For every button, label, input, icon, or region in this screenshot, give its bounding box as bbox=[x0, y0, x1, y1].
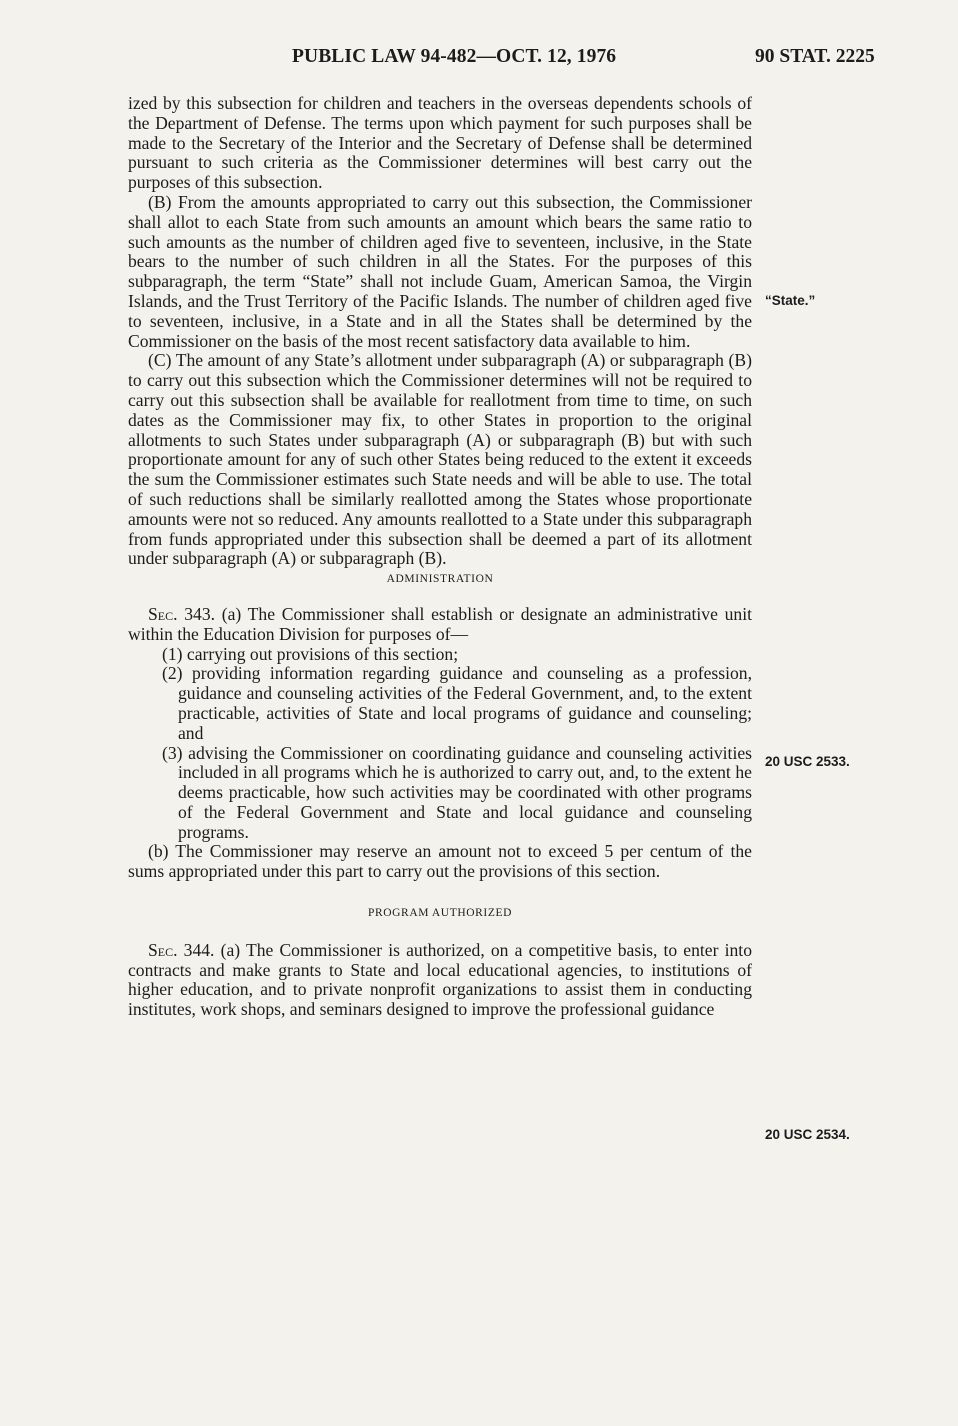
section-344-text: (a) The Commissioner is authorized, on a competitive basis, to enter into contracts and make grants to State and local educational agencies, to institutions of higher education, and to private nonprofit organizations to assist them in conducting institutes, work shops, and seminars designed to improve the professional guidance bbox=[128, 939, 752, 1020]
paragraph-continuation: ized by this subsection for children and teachers in the overseas dependents schools of the Department of Defense. The terms upon which payment for such purposes shall be made to the Secretary of the Interior and the Secretary of Defense shall be determined pursuant to such criteria as the Commissioner determines will best carry out the purposes of this subsection. bbox=[128, 93, 752, 193]
list-item: (3) advising the Commissioner on coordinating guidance and counseling activities included in all programs which he is authorized to carry out, and, to the extent he deems practicable, how such activities may be coordinated with other programs of the Federal Government and State and local guidance and counseling programs. bbox=[162, 742, 752, 842]
statute-page-number: 90 STAT. 2225 bbox=[755, 46, 875, 67]
margin-note-usc-2533: 20 USC 2533. bbox=[765, 754, 850, 769]
section-heading-administration: ADMINISTRATION bbox=[386, 573, 494, 586]
list-item: (2) providing information regarding guidance and counseling as a profession, guidance and counseling activities of the Federal Government, and, to the extent practicable, activities of State and local programs of guidance and counseling; and bbox=[162, 663, 752, 743]
section-343-label: Sec. 343. bbox=[148, 603, 216, 624]
margin-note-usc-2534: 20 USC 2534. bbox=[765, 1127, 850, 1142]
section-344-paragraph bbox=[128, 941, 752, 1020]
section-343-text: (a) The Commissioner shall establish or designate an administrative unit within the Education Division for purposes of— bbox=[128, 603, 752, 644]
section-343-paragraph bbox=[128, 605, 752, 645]
section-heading-program-authorized: PROGRAM AUTHORIZED bbox=[367, 907, 513, 920]
section-343-subsection-b: (b) The Commissioner may reserve an amount not to exceed 5 per centum of the sums appropriated under this part to carry out the provisions of this section. bbox=[128, 841, 752, 882]
running-header: PUBLIC LAW 94-482—OCT. 12, 1976 bbox=[292, 46, 617, 67]
list-item: (1) carrying out provisions of this section; bbox=[162, 643, 459, 664]
body-text bbox=[128, 94, 752, 1020]
paragraph-subparagraph-b: (B) From the amounts appropriated to carry out this subsection, the Commissioner shall allot to each State from such amounts an amount which bears the same ratio to such amounts as the number of children aged five to seventeen, inclusive, in the State bears to the number of such children in all the States. For the purposes of this subparagraph, the term “State” shall not include Guam, American Samoa, the Virgin Islands, and the Trust Territory of the Pacific Islands. The number of children aged five to seventeen, inclusive, in a State and in all the States shall be determined by the Commissioner on the basis of the most recent satisfactory data available to him. bbox=[128, 191, 752, 351]
paragraph-subparagraph-c: (C) The amount of any State’s allotment under subparagraph (A) or subparagraph (B) to carry out this subsection which the Commissioner determines will not be required to carry out this subsection shall be available for reallotment from time to time, on such dates as the Commissioner may fix, to other States in proportion to the original allotments to such States under subparagraph (A) or subparagraph (B) but with such proportionate amount for any of such other States being reduced to the extent it exceeds the sum the Commissioner estimates such State needs and will be able to use. The total of such reductions shall be similarly reallotted among the States whose proportionate amounts were not so reduced. Any amounts reallotted to a State under this subparagraph from funds appropriated under this subsection shall be deemed a part of its allotment under subparagraph (A) or subparagraph (B). bbox=[128, 350, 752, 569]
margin-note-state-definition: “State.” bbox=[765, 293, 816, 308]
section-344-label: Sec. 344. bbox=[148, 939, 215, 960]
